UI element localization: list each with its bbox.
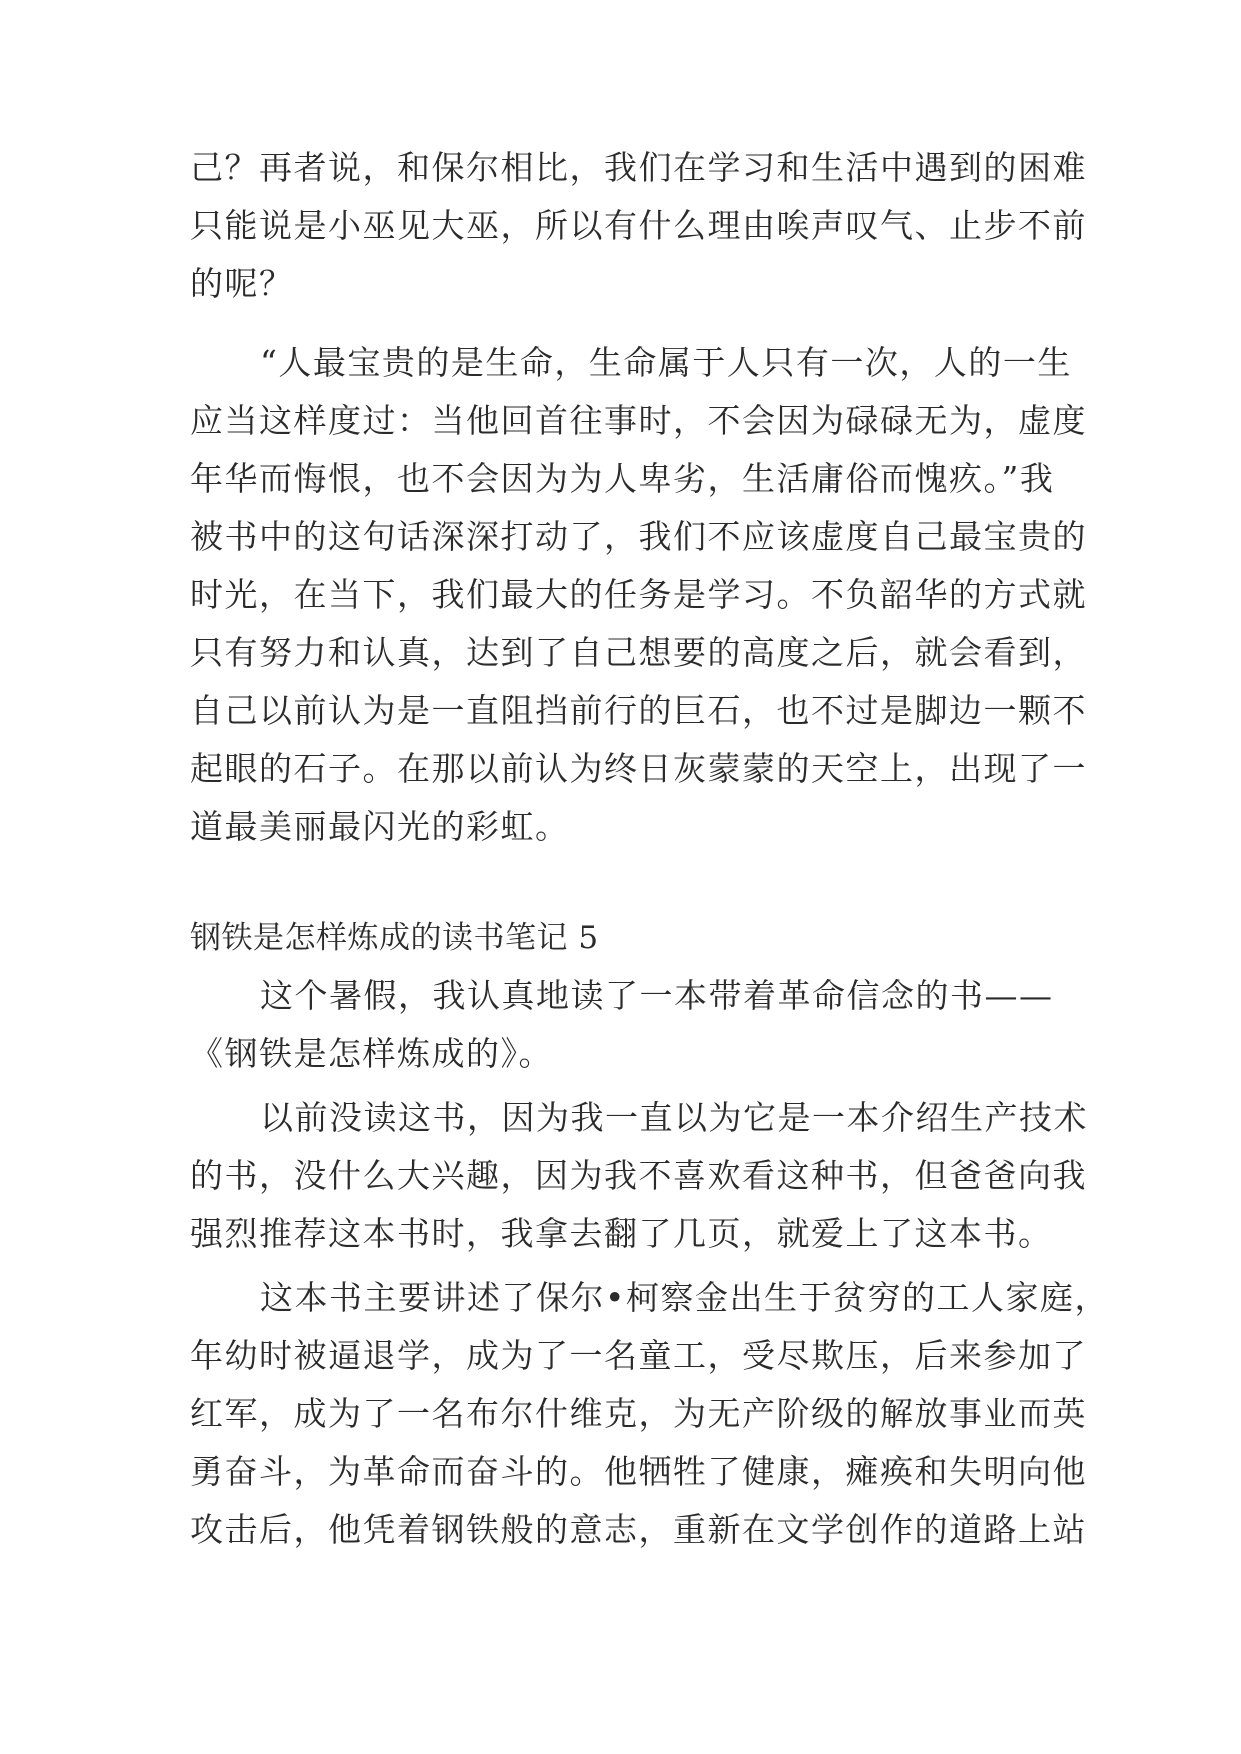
paragraph-line: 年幼时被逼退学，成为了一名童工，受尽欺压，后来参加了 bbox=[190, 1336, 1087, 1375]
paragraph-line: 强烈推荐这本书时，我拿去翻了几页，就爱上了这本书。 bbox=[190, 1214, 1053, 1253]
paragraph-line: 只能说是小巫见大巫，所以有什么理由唉声叹气、止步不前 bbox=[190, 206, 1087, 245]
paragraph-line: 己？再者说，和保尔相比，我们在学习和生活中遇到的困难 bbox=[190, 148, 1087, 187]
paragraph-line: 的呢？ bbox=[190, 264, 294, 303]
section-heading: 钢铁是怎样炼成的读书笔记 5 bbox=[190, 920, 599, 956]
paragraph-line: 以前没读这书，因为我一直以为它是一本介绍生产技术 bbox=[260, 1098, 1088, 1137]
paragraph-line: 《钢铁是怎样炼成的》。 bbox=[190, 1034, 553, 1073]
paragraph-line: 自己以前认为是一直阻挡前行的巨石，也不过是脚边一颗不 bbox=[190, 691, 1087, 730]
paragraph-line: 应当这样度过：当他回首往事时，不会因为碌碌无为，虚度 bbox=[190, 401, 1087, 440]
paragraph-line: “人最宝贵的是生命，生命属于人只有一次，人的一生 bbox=[260, 343, 1072, 382]
paragraph-line: 这本书主要讲述了保尔•柯察金出生于贫穷的工人家庭， bbox=[260, 1278, 1109, 1317]
paragraph-line: 时光，在当下，我们最大的任务是学习。不负韶华的方式就 bbox=[190, 575, 1087, 614]
paragraph-line: 只有努力和认真，达到了自己想要的高度之后，就会看到， bbox=[190, 633, 1087, 672]
paragraph-line: 这个暑假，我认真地读了一本带着革命信念的书—— bbox=[260, 976, 1054, 1015]
paragraph-line: 道最美丽最闪光的彩虹。 bbox=[190, 807, 570, 846]
paragraph-line: 的书，没什么大兴趣，因为我不喜欢看这种书，但爸爸向我 bbox=[190, 1156, 1087, 1195]
paragraph-line: 红军，成为了一名布尔什维克，为无产阶级的解放事业而英 bbox=[190, 1394, 1087, 1433]
paragraph-line: 年华而悔恨，也不会因为为人卑劣，生活庸俗而愧疚。”我 bbox=[190, 459, 1055, 498]
paragraph-line: 起眼的石子。在那以前认为终日灰蒙蒙的天空上，出现了一 bbox=[190, 749, 1087, 788]
paragraph-line: 攻击后，他凭着钢铁般的意志，重新在文学创作的道路上站 bbox=[190, 1510, 1087, 1549]
paragraph-line: 勇奋斗，为革命而奋斗的。他牺牲了健康，瘫痪和失明向他 bbox=[190, 1452, 1087, 1491]
paragraph-line: 被书中的这句话深深打动了，我们不应该虚度自己最宝贵的 bbox=[190, 517, 1087, 556]
